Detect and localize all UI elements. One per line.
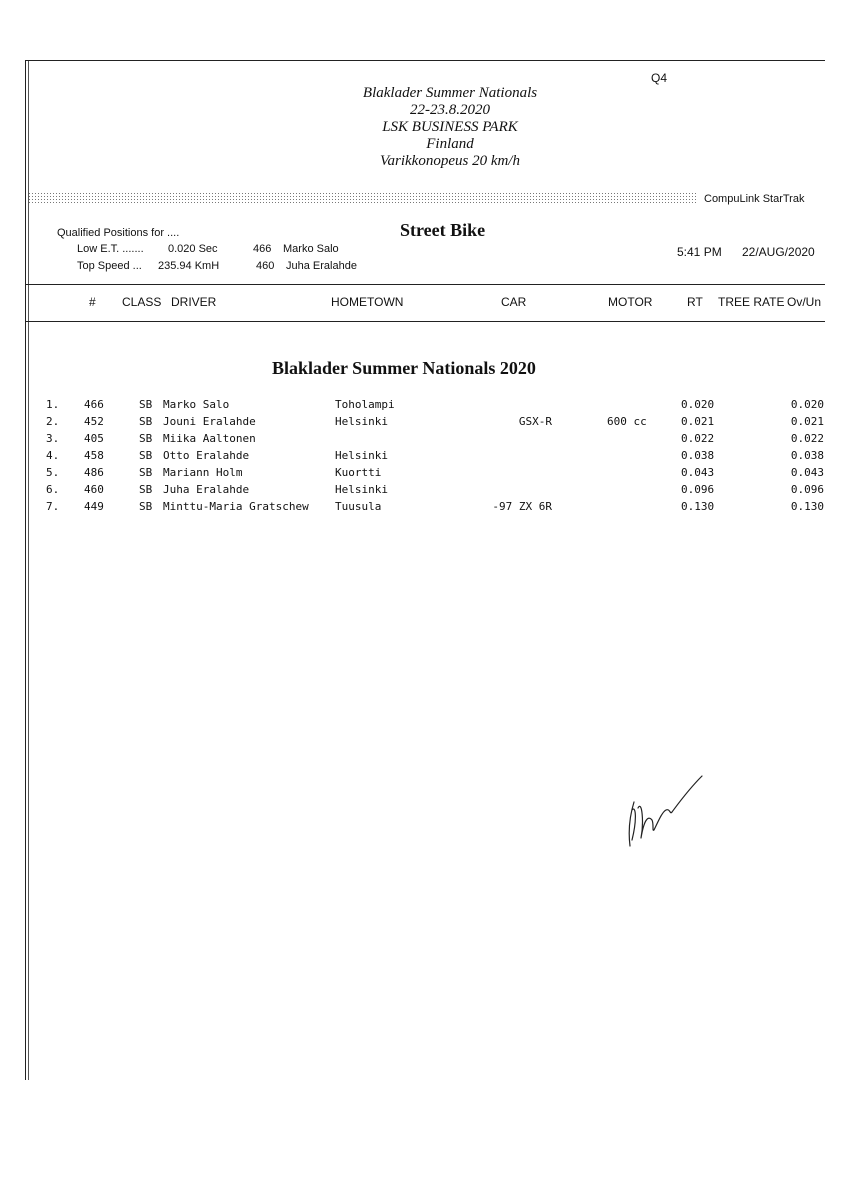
- row-class: SB: [139, 466, 153, 479]
- row-rt: 0.043: [681, 466, 715, 479]
- class-title: Street Bike: [400, 220, 486, 240]
- results-title: Blaklader Summer Nationals 2020: [272, 358, 536, 378]
- table-row: [0, 466, 848, 483]
- row-driver: Miika Aaltonen: [163, 432, 256, 445]
- system-label: CompuLink StarTrak: [704, 193, 805, 205]
- col-motor: MOTOR: [608, 295, 653, 309]
- row-driver: Juha Eralahde: [163, 483, 250, 496]
- row-class: SB: [139, 449, 153, 462]
- row-number: 405: [84, 432, 104, 445]
- col-class: CLASS: [122, 295, 162, 309]
- row-ovun: 0.096: [790, 483, 824, 496]
- table-row: [0, 483, 848, 500]
- row-hometown: Helsinki: [335, 415, 388, 428]
- table-row: [0, 415, 848, 432]
- row-hometown: Helsinki: [335, 483, 388, 496]
- col-tree-rate: TREE RATE: [718, 295, 785, 309]
- row-number: 458: [84, 449, 104, 462]
- event-venue: LSK BUSINESS PARK: [382, 119, 518, 135]
- qualified-label: Qualified Positions for ....: [57, 227, 180, 239]
- row-driver: Mariann Holm: [163, 466, 243, 479]
- row-ovun: 0.130: [790, 500, 824, 513]
- top-speed-label: Top Speed ...: [77, 260, 142, 272]
- row-driver: Marko Salo: [163, 398, 230, 411]
- col-rt: RT: [687, 295, 703, 309]
- row-hometown: Kuortti: [335, 466, 382, 479]
- row-number: 452: [84, 415, 104, 428]
- row-ovun: 0.022: [790, 432, 824, 445]
- row-rt: 0.038: [681, 449, 715, 462]
- row-class: SB: [139, 432, 153, 445]
- col-car: CAR: [501, 295, 527, 309]
- row-class: SB: [139, 483, 153, 496]
- row-hometown: Tuusula: [335, 500, 382, 513]
- row-class: SB: [139, 500, 153, 513]
- row-driver: Minttu-Maria Gratschew: [163, 500, 309, 513]
- left-border-line-inner: [28, 60, 29, 1080]
- table-row: [0, 432, 848, 449]
- header-divider-bottom: [25, 321, 825, 322]
- col-hometown: HOMETOWN: [331, 295, 404, 309]
- row-position: 4.: [46, 449, 60, 462]
- row-ovun: 0.038: [790, 449, 824, 462]
- row-position: 1.: [46, 398, 60, 411]
- row-position: 7.: [46, 500, 60, 513]
- page-code: Q4: [651, 71, 668, 85]
- col-num: #: [89, 295, 96, 309]
- row-motor: 600 cc: [607, 415, 647, 428]
- event-pit-speed: Varikkonopeus 20 km/h: [380, 153, 520, 169]
- row-rt: 0.020: [681, 398, 715, 411]
- row-ovun: 0.021: [790, 415, 824, 428]
- event-country: Finland: [426, 136, 474, 152]
- row-number: 460: [84, 483, 104, 496]
- row-position: 6.: [46, 483, 60, 496]
- row-hometown: Helsinki: [335, 449, 388, 462]
- row-number: 466: [84, 398, 104, 411]
- event-dates: 22-23.8.2020: [410, 102, 490, 118]
- table-row: [0, 500, 848, 517]
- row-driver: Otto Eralahde: [163, 449, 250, 462]
- signature: [610, 760, 710, 855]
- event-name: Blaklader Summer Nationals: [362, 85, 538, 101]
- low-et-number: 466: [253, 243, 272, 255]
- col-driver: DRIVER: [171, 295, 217, 309]
- low-et-driver: Marko Salo: [283, 243, 339, 255]
- row-class: SB: [139, 398, 153, 411]
- row-car: GSX-R: [518, 415, 552, 428]
- row-rt: 0.130: [681, 500, 715, 513]
- row-number: 486: [84, 466, 104, 479]
- row-position: 5.: [46, 466, 60, 479]
- top-speed-driver: Juha Eralahde: [286, 260, 357, 272]
- print-date: 22/AUG/2020: [742, 245, 815, 259]
- top-speed-value: 235.94 KmH: [158, 260, 220, 272]
- table-row: [0, 398, 848, 415]
- table-row: [0, 449, 848, 466]
- row-ovun: 0.043: [790, 466, 824, 479]
- row-hometown: Toholampi: [335, 398, 395, 411]
- row-rt: 0.096: [681, 483, 715, 496]
- col-ovun: Ov/Un: [787, 295, 822, 309]
- row-rt: 0.021: [681, 415, 715, 428]
- left-border-line: [25, 60, 26, 1080]
- row-driver: Jouni Eralahde: [163, 415, 256, 428]
- row-position: 3.: [46, 432, 60, 445]
- top-speed-number: 460: [256, 260, 275, 272]
- row-car: -97 ZX 6R: [492, 500, 552, 513]
- row-ovun: 0.020: [790, 398, 824, 411]
- header-divider-top: [25, 284, 825, 285]
- event-header: [250, 85, 650, 170]
- print-time: 5:41 PM: [677, 245, 722, 259]
- low-et-value: 0.020 Sec: [168, 243, 218, 255]
- column-header-row: [0, 295, 848, 312]
- dotted-band: [28, 192, 698, 204]
- top-border-line: [25, 60, 825, 61]
- low-et-label: Low E.T. .......: [77, 243, 144, 255]
- row-number: 449: [84, 500, 104, 513]
- row-position: 2.: [46, 415, 60, 428]
- row-class: SB: [139, 415, 153, 428]
- row-rt: 0.022: [681, 432, 715, 445]
